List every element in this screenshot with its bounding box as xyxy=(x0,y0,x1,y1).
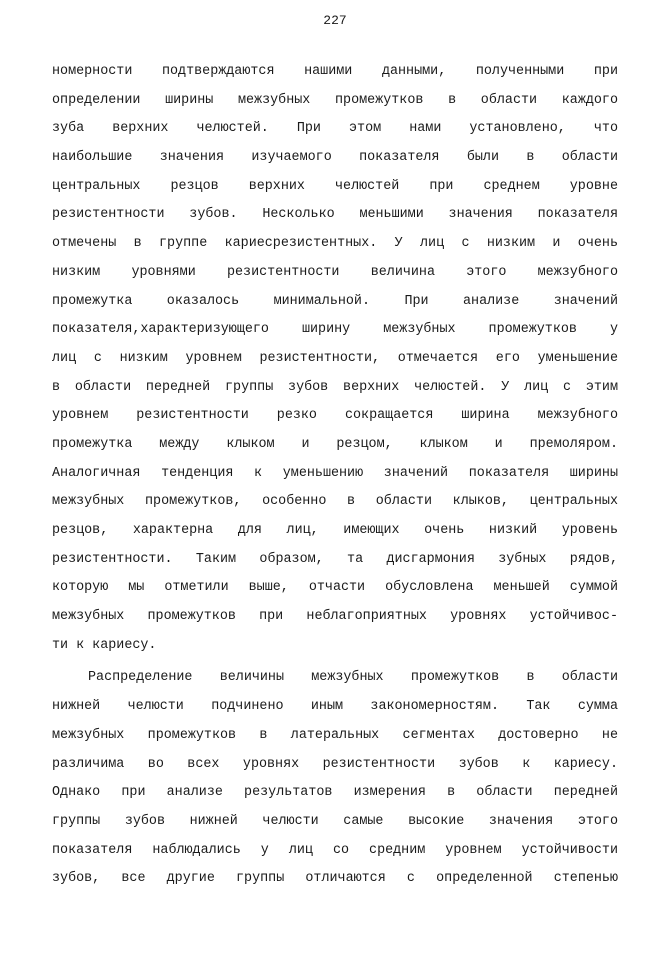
text-line: межзубных промежутков при неблагоприятных уровнях устойчивос- xyxy=(52,609,618,625)
text-line: показателя наблюдались у лиц со средним уровнем устойчивости xyxy=(52,842,618,858)
text-line: зуба верхних челюстей. При этом нами установлено, что xyxy=(52,121,618,137)
text-line: резистентности зубов. Несколько меньшими значения показателя xyxy=(52,207,618,223)
text-line: отмечены в группе кариесрезистентных. У лиц с низким и очень xyxy=(52,236,618,252)
text-line: центральных резцов верхних челюстей при среднем уровне xyxy=(52,178,618,194)
text-line: различима во всех уровнях резистентности зубов к кариесу. xyxy=(52,756,618,772)
text-line: межзубных промежутков в латеральных сегментах достоверно не xyxy=(52,727,618,743)
paragraph xyxy=(52,664,618,894)
text-line: Аналогичная тенденция к уменьшению значений показателя ширины xyxy=(52,465,618,481)
text-line: резистентности. Таким образом, та дисгармония зубных рядов, xyxy=(52,551,618,567)
text-line: уровнем резистентности резко сокращается ширина межзубного xyxy=(52,408,618,424)
text-line: наибольшие значения изучаемого показателя были в области xyxy=(52,150,618,166)
text-line: которую мы отметили выше, отчасти обусловлена меньшей суммой xyxy=(52,580,618,596)
text-line: зубов, все другие группы отличаются с определенной степенью xyxy=(52,871,618,887)
text-line: низким уровнями резистентности величина этого межзубного xyxy=(52,264,618,280)
text-line: номерности подтверждаются нашими данными, полученными при xyxy=(52,64,618,79)
text-line: показателя,характеризующего ширину межзубных промежутков у xyxy=(52,322,618,338)
body-text xyxy=(52,58,618,894)
text-line: в области передней группы зубов верхних челюстей. У лиц с этим xyxy=(52,379,618,395)
text-line: промежутка оказалось минимальной. При анализе значений xyxy=(52,293,618,309)
paragraph xyxy=(52,58,618,660)
page-number: 227 xyxy=(323,13,347,28)
text-line: определении ширины межзубных промежутков в области каждого xyxy=(52,92,618,108)
text-line: Распределение величины межзубных промежутков в области xyxy=(88,670,618,686)
text-line: межзубных промежутков, особенно в области клыков, центральных xyxy=(52,494,618,510)
text-line: промежутка между клыком и резцом, клыком и премоляром. xyxy=(52,436,618,452)
text-line: резцов, характерна для лиц, имеющих очень низкий уровень xyxy=(52,523,618,538)
text-line: лиц с низким уровнем резистентности, отмечается его уменьшение xyxy=(52,350,618,366)
text-line: ти к кариесу. xyxy=(52,637,157,653)
text-line: Однако при анализе результатов измерения в области передней xyxy=(52,785,618,801)
text-line: нижней челюсти подчинено иным закономерностям. Так сумма xyxy=(52,699,618,715)
text-line: группы зубов нижней челюсти самые высокие значения этого xyxy=(52,813,618,829)
